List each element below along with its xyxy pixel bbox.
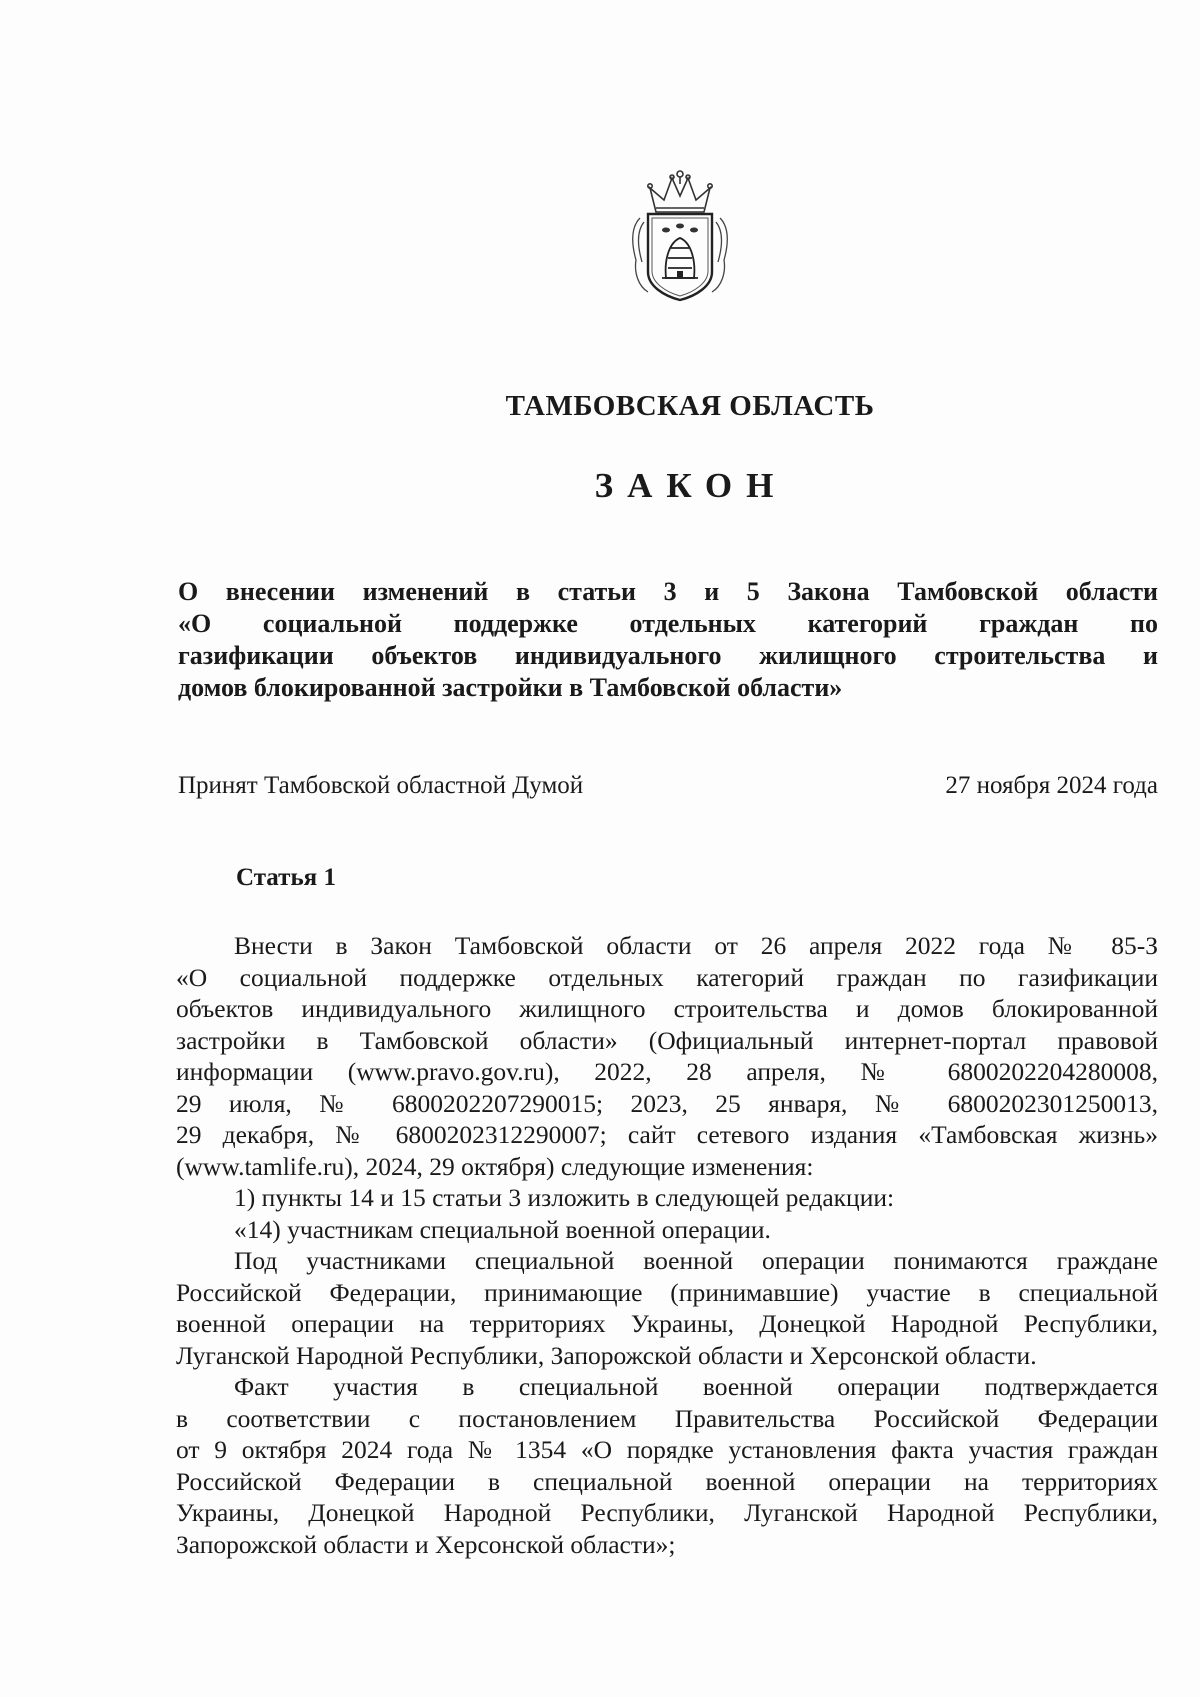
- body-line: Российской Федерации, принимающие (принимавшие) участие в специальной: [176, 1277, 1158, 1307]
- body-line: военной операции на территориях Украины, Донецкой Народной Республики,: [176, 1309, 1158, 1338]
- body-line: (www.tamlife.ru), 2024, 29 октября) следующие изменения:: [176, 1151, 814, 1181]
- law-title-line: газификации объектов индивидуального жилищного строительства и: [178, 641, 1158, 670]
- tambov-coat-of-arms-icon: [626, 168, 734, 304]
- law-title-line: О внесении изменений в статьи 3 и 5 Закона Тамбовской области: [178, 577, 1158, 606]
- body-line: 29 декабря, № 6800202312290007; сайт сетевого издания «Тамбовская жизнь»: [176, 1120, 1158, 1149]
- article-body: [176, 930, 1158, 1560]
- body-line: «О социальной поддержке отдельных категорий граждан по газификации: [176, 962, 1158, 992]
- law-title-line: домов блокированной застройки в Тамбовской области»: [178, 673, 843, 702]
- body-line: Под участниками специальной военной операции понимаются граждане: [234, 1246, 1158, 1275]
- article-heading: Статья 1: [236, 864, 336, 891]
- adoption-row: [178, 772, 1158, 800]
- body-line: Луганской Народной Республики, Запорожской области и Херсонской области.: [176, 1340, 1037, 1370]
- body-line: в соответствии с постановлением Правительства Российской Федерации: [176, 1403, 1158, 1433]
- body-line: Российской Федерации в специальной военной операции на территориях: [176, 1466, 1158, 1496]
- adopted-by: Принят Тамбовской областной Думой: [178, 772, 584, 799]
- body-line: Украины, Донецкой Народной Республики, Луганской Народной Республики,: [176, 1498, 1158, 1527]
- body-line: «14) участникам специальной военной операции.: [234, 1214, 771, 1244]
- body-line: застройки в Тамбовской области» (Официальный интернет-портал правовой: [176, 1025, 1158, 1055]
- body-line: Запорожской области и Херсонской области»;: [176, 1529, 676, 1559]
- body-line: от 9 октября 2024 года № 1354 «О порядке установления факта участия граждан: [176, 1435, 1158, 1464]
- body-line: объектов индивидуального жилищного строительства и домов блокированной: [176, 994, 1158, 1023]
- document-type-title: ЗАКОН: [594, 466, 788, 505]
- body-line: 1) пункты 14 и 15 статьи 3 изложить в следующей редакции:: [234, 1183, 895, 1212]
- adoption-date: 27 ноября 2024 года: [945, 772, 1158, 799]
- region-title: ТАМБОВСКАЯ ОБЛАСТЬ: [505, 390, 875, 422]
- body-line: Внести в Закон Тамбовской области от 26 апреля 2022 года № 85-З: [234, 931, 1158, 960]
- body-line: 29 июля, № 6800202207290015; 2023, 25 января, № 6800202301250013,: [176, 1088, 1158, 1118]
- body-line: Факт участия в специальной военной операции подтверждается: [234, 1372, 1158, 1401]
- law-title-line: «О социальной поддержке отдельных категорий граждан по: [178, 609, 1158, 638]
- law-title: [178, 576, 1158, 704]
- body-line: информации (www.pravo.gov.ru), 2022, 28 апреля, № 6800202204280008,: [176, 1057, 1158, 1086]
